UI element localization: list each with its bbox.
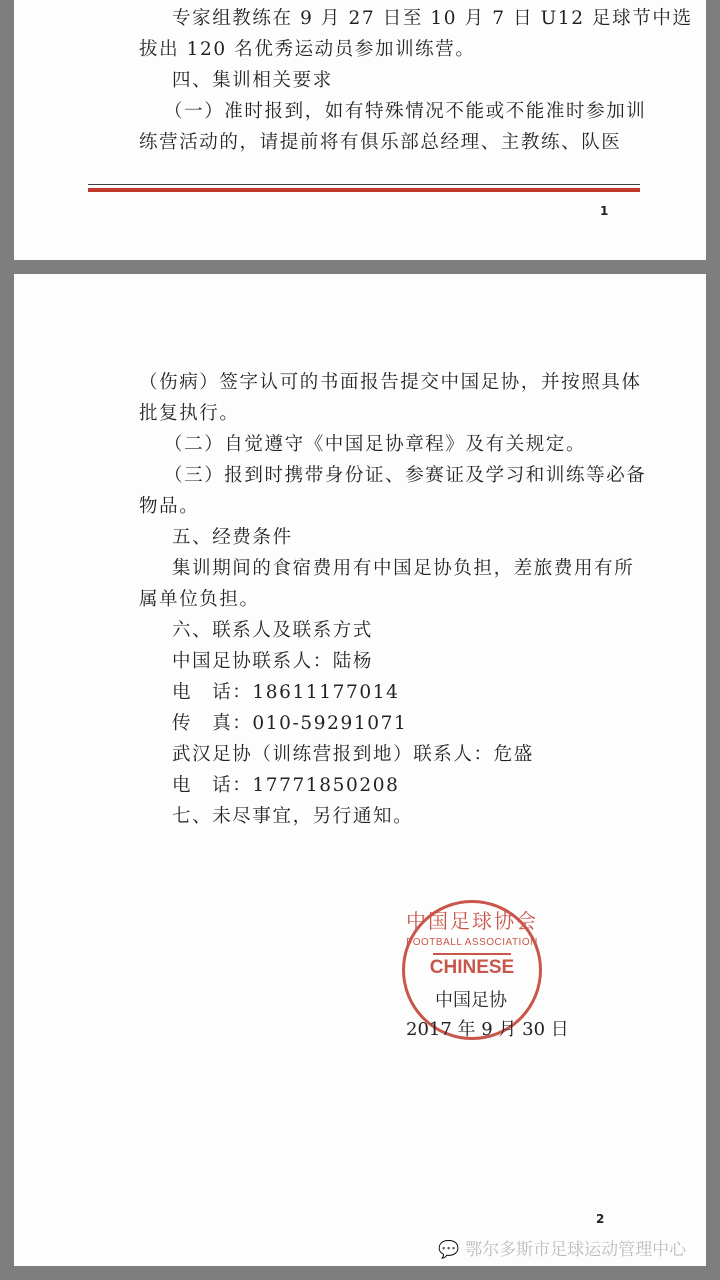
page-number: 1 bbox=[600, 204, 609, 218]
section-heading: 六、联系人及联系方式 bbox=[172, 620, 374, 641]
contact-fax: 传 真：010-59291071 bbox=[172, 713, 408, 734]
contact-name: 中国足协联系人：陆杨 bbox=[172, 651, 374, 672]
document-page-2 bbox=[14, 274, 706, 1266]
watermark-text: 鄂尔多斯市足球运动管理中心 bbox=[465, 1240, 687, 1260]
section-heading: 五、经费条件 bbox=[172, 527, 293, 548]
document-page-1 bbox=[14, 0, 706, 260]
page-number: 2 bbox=[596, 1212, 605, 1226]
section-heading: 四、集训相关要求 bbox=[172, 70, 333, 91]
contact-name: 武汉足协（训练营报到地）联系人：危盛 bbox=[172, 744, 534, 765]
stamp-english: CHINESE bbox=[429, 957, 515, 978]
stamp-english-bottom: FOOTBALL ASSOCIATION bbox=[406, 937, 538, 948]
contact-phone: 电 话：18611177014 bbox=[172, 682, 400, 703]
text-line: （一）准时报到，如有特殊情况不能或不能准时参加训 bbox=[164, 101, 647, 122]
text-line: 物品。 bbox=[139, 496, 200, 517]
text-line: （二）自觉遵守《中国足协章程》及有关规定。 bbox=[164, 434, 587, 455]
stamp-bar bbox=[433, 953, 511, 955]
section-heading: 七、未尽事宜，另行通知。 bbox=[172, 806, 414, 827]
text-line: 属单位负担。 bbox=[139, 589, 260, 610]
text-line: 专家组教练在 9 月 27 日至 10 月 7 日 U12 足球节中选 bbox=[172, 8, 693, 29]
text-line: 练营活动的，请提前将有俱乐部总经理、主教练、队医 bbox=[139, 132, 622, 153]
stamp-chinese: 中国足球协会 bbox=[406, 909, 538, 933]
footer-rule bbox=[88, 184, 640, 185]
footer-rule-red bbox=[88, 188, 640, 192]
wechat-icon: 💬 bbox=[438, 1240, 460, 1260]
page-2-text bbox=[14, 367, 706, 832]
signature-org: 中国足协 bbox=[435, 990, 507, 1011]
text-line: 拔出 120 名优秀运动员参加训练营。 bbox=[139, 39, 476, 60]
contact-phone: 电 话：17771850208 bbox=[172, 775, 400, 796]
text-line: 集训期间的食宿费用有中国足协负担，差旅费用有所 bbox=[172, 558, 635, 579]
watermark bbox=[438, 1240, 686, 1260]
text-line: 批复执行。 bbox=[139, 403, 240, 424]
text-line: （三）报到时携带身份证、参赛证及学习和训练等必备 bbox=[164, 465, 647, 486]
page-1-text bbox=[14, 3, 706, 158]
signature-date: 2017 年 9 月 30 日 bbox=[406, 1019, 569, 1040]
text-line: （伤病）签字认可的书面报告提交中国足协，并按照具体 bbox=[139, 372, 642, 393]
